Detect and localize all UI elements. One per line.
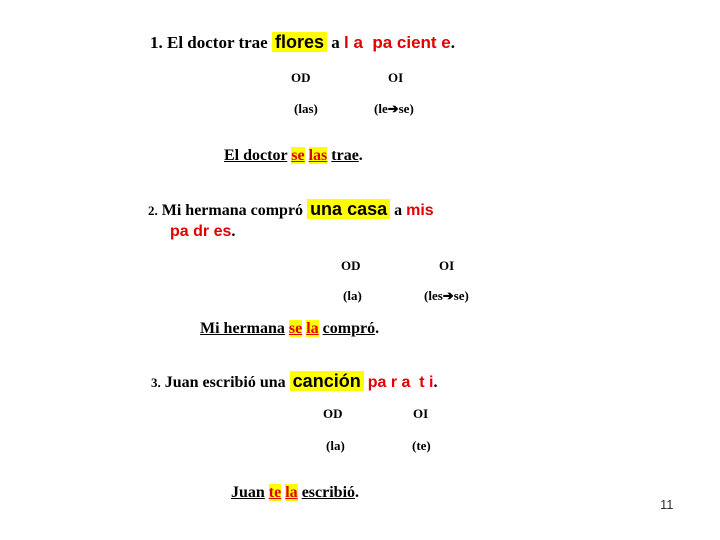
example-2-connector: a [394, 202, 403, 219]
example-1-od-phrase: flores [272, 32, 327, 52]
example-3-prefix: Juan escribió una [164, 374, 286, 391]
example-3-od-label: OD [323, 406, 343, 421]
example-3-result [231, 484, 359, 502]
example-2-oi-phrase-line1: mis [406, 202, 434, 219]
example-1-prefix: El doctor trae [167, 33, 268, 52]
example-3-result-od: la [285, 484, 298, 501]
example-2-od-pronoun: (la) [343, 288, 362, 303]
example-1-oi-pronoun-a: (le [374, 101, 388, 116]
example-2-oi-pronoun-b: se) [453, 288, 469, 303]
example-1-sentence [150, 32, 455, 53]
example-3-oi-phrase: pa r a t i [367, 374, 434, 391]
example-2-oi-pronoun [424, 288, 469, 304]
example-2-oi-phrase-line2: pa dr es [170, 223, 232, 240]
example-1-result-period: . [358, 147, 363, 164]
example-3-result-oi: te [268, 484, 282, 501]
example-1-period: . [450, 33, 456, 52]
example-3-result-subject: Juan [231, 484, 265, 501]
example-2-od-phrase: una casa [307, 199, 390, 219]
example-2-result-oi: se [288, 320, 303, 337]
example-1-od-pronoun: (las) [294, 101, 318, 116]
example-2-oi-pronoun-a: (les [424, 288, 443, 303]
example-2-od-label: OD [341, 258, 361, 273]
example-2-oi-label: OI [439, 258, 455, 273]
example-1-result-subject: El doctor [224, 147, 288, 164]
example-1-result-verb: trae [331, 147, 359, 164]
example-1-oi-pronoun [374, 101, 414, 117]
example-1-result [224, 147, 363, 165]
example-3-number: 3. [151, 375, 161, 390]
page-number: 11 [660, 497, 674, 512]
example-1-oi-label: OI [388, 70, 404, 85]
example-1-number: 1. [150, 33, 163, 52]
example-1-result-oi: se [291, 147, 305, 164]
right-arrow-icon: ➔ [442, 288, 454, 303]
example-3-od-pronoun: (la) [326, 438, 345, 453]
example-2-result-period: . [375, 320, 380, 337]
example-2-sentence [148, 199, 434, 220]
example-2-prefix: Mi hermana compró [161, 202, 304, 219]
example-2-result-verb: compró [322, 320, 376, 337]
example-3-oi-pronoun: (te) [412, 438, 431, 453]
example-1-connector: a [331, 33, 340, 52]
example-1-oi-phrase: l a pa cient e [344, 33, 451, 52]
example-3-result-period: . [355, 484, 360, 501]
example-3-period: . [433, 374, 438, 391]
example-1-od-label: OD [291, 70, 311, 85]
example-3-result-verb: escribió [301, 484, 356, 501]
example-2-number: 2. [148, 203, 158, 218]
right-arrow-icon: ➔ [387, 101, 399, 116]
example-2-result-subject: Mi hermana [200, 320, 285, 337]
example-3-sentence [151, 371, 438, 392]
example-3-oi-label: OI [413, 406, 429, 421]
example-1-oi-pronoun-b: se) [398, 101, 414, 116]
example-2-sentence-line2 [170, 223, 235, 241]
example-1-result-od: las [308, 147, 328, 164]
example-3-od-phrase: canción [290, 371, 364, 391]
example-2-result-od: la [306, 320, 319, 337]
example-2-result [200, 320, 379, 338]
example-2-period: . [231, 223, 236, 240]
